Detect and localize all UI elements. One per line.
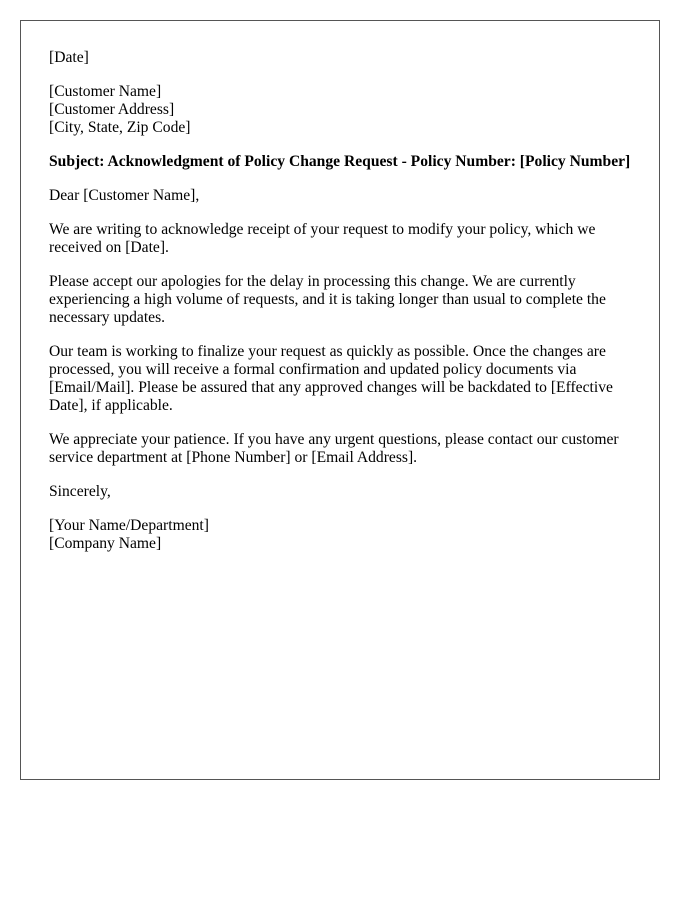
body-paragraph-1: We are writing to acknowledge receipt of your request to modify your policy, which we received on [Date]. xyxy=(49,221,596,256)
subject-line: Subject: Acknowledgment of Policy Change Request - Policy Number: [Policy Number] xyxy=(49,153,631,170)
body-paragraph-4: We appreciate your patience. If you have any urgent questions, please contact our customer service department at [Phone Number] or [Email Address]. xyxy=(49,431,619,466)
signature-name-department: [Your Name/Department] xyxy=(49,517,209,534)
date-text: [Date] xyxy=(49,49,89,66)
body-paragraph-2: Please accept our apologies for the delay in processing this change. We are currently experiencing a high volume of requests, and it is taking longer than usual to complete the necessary updates. xyxy=(49,273,606,326)
recipient-address-block xyxy=(49,83,633,137)
salutation: Dear [Customer Name], xyxy=(49,187,200,204)
letter-page xyxy=(20,20,660,780)
closing: Sincerely, xyxy=(49,483,111,500)
signature-company: [Company Name] xyxy=(49,535,162,552)
signature-block xyxy=(49,517,633,553)
recipient-address: [Customer Address] xyxy=(49,101,175,118)
recipient-city-state-zip: [City, State, Zip Code] xyxy=(49,119,191,136)
body-paragraph-3: Our team is working to finalize your request as quickly as possible. Once the changes are processed, you will receive a formal confirmation and updated policy documents via [Email/Mail]. Please be assured that any approved changes will be backdated to [Effective Date], if applicable. xyxy=(49,343,613,414)
letter-body xyxy=(49,49,633,569)
letter-date xyxy=(49,49,633,67)
recipient-name: [Customer Name] xyxy=(49,83,162,100)
